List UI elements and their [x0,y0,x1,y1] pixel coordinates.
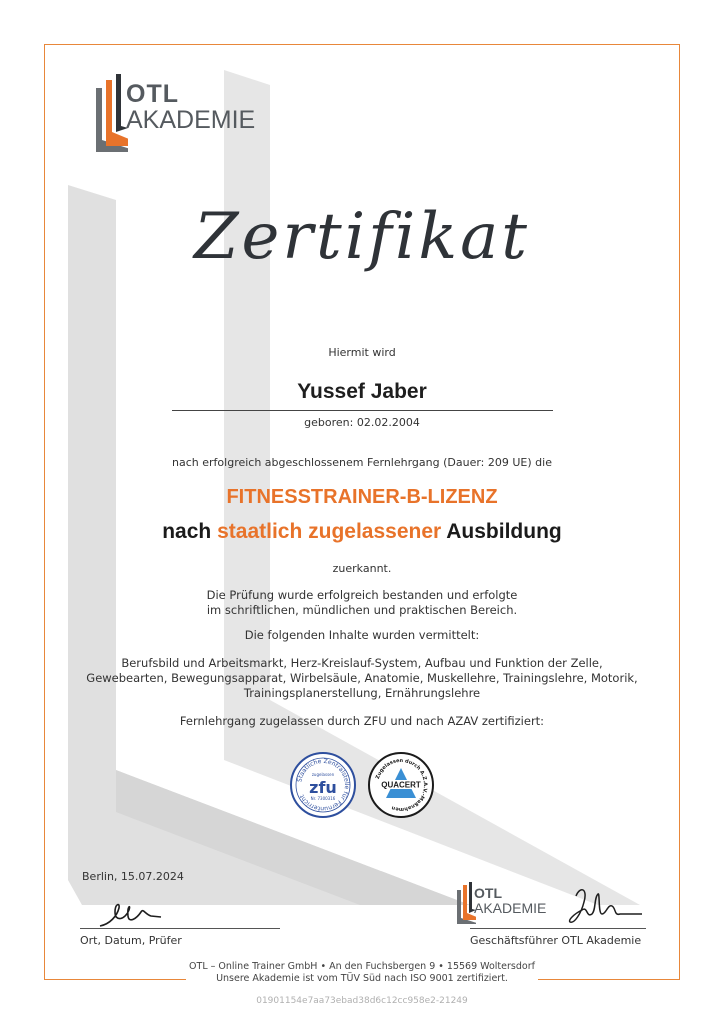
exam-text [44,588,680,618]
zfu-seal-graphic [292,754,354,816]
certificate-hash: 01901154e7aa73ebad38d6c12cc958e2-21249 [256,996,468,1006]
subtitle-part1: nach [162,520,218,543]
name-underline [172,410,553,411]
contents-list [44,656,680,701]
certificate-frame [44,44,680,980]
intro-text: Hiermit wird [328,346,396,359]
license-title: FITNESSTRAINER-B-LIZENZ [226,486,498,508]
contents-line-3: Trainingsplanerstellung, Ernährungslehre [243,686,481,700]
exam-line-1: Die Prüfung wurde erfolgreich bestanden und erfolgte [206,588,518,602]
logo-mark-small-icon [456,882,476,926]
signature-line-right [470,928,646,929]
certificate-title: Zertifikat [194,200,530,274]
quacert-ring-text: Zugelassen durch A.Z.A.V.-Maßnahmen [374,757,429,813]
examiner-signature [95,896,165,932]
quacert-seal-graphic [370,754,432,816]
logo-text-akademie: AKADEMIE [126,106,256,134]
subtitle-highlight: staatlich zugelassener [217,520,442,543]
contents-line-2: Gewebearten, Bewegungsapparat, Wirbelsäule, Anatomie, Muskellehre, Trainingslehre, Motorik, [86,671,638,685]
signature-label-right: Geschäftsführer OTL Akademie [470,934,642,947]
logo-mark-icon [94,74,128,156]
birth-date: geboren: 02.02.2004 [304,416,420,429]
footer [44,961,680,985]
zfu-mark-text: zfu [309,778,337,797]
contents-intro: Die folgenden Inhalte wurden vermittelt: [244,628,480,642]
footer-line-2: Unsere Akademie ist vom TÜV Süd nach ISO 9001 zertifiziert. [216,973,508,984]
logo-small-text-otl: OTL [474,885,502,901]
signature-line-left [80,928,280,929]
quacert-seal [368,752,434,818]
subtitle-part3: Ausbildung [441,520,562,543]
otl-akademie-logo-small [456,882,566,926]
recipient-name: Yussef Jaber [297,380,427,403]
logo-text-otl: OTL [126,80,179,108]
footer-line-1: OTL – Online Trainer GmbH • An den Fuchsbergen 9 • 15569 Woltersdorf [189,961,535,972]
zfu-number-text: Nr. 7300316 [310,796,336,801]
signature-label-left: Ort, Datum, Prüfer [80,934,182,947]
contents-line-1: Berufsbild und Arbeitsmarkt, Herz-Kreislauf-System, Aufbau und Funktion der Zelle, [121,656,603,670]
director-signature [566,884,646,930]
accreditation-text: Fernlehrgang zugelassen durch ZFU und nach AZAV zertifiziert: [179,714,545,728]
zfu-seal [290,752,356,818]
license-subtitle [44,520,680,544]
course-line: nach erfolgreich abgeschlossenem Fernlehrgang (Dauer: 209 UE) die [172,456,552,469]
quacert-mark-text: QUACERT [381,780,421,790]
logo-small-text-akademie: AKADEMIE [474,900,547,916]
otl-akademie-logo [94,74,284,156]
zfu-ring-text: Staatliche Zentralstelle für Fernunterricht [296,757,351,813]
awarded-text: zuerkannt. [332,562,392,575]
zfu-top-text: zugelassen [311,772,335,777]
place-date: Berlin, 15.07.2024 [82,870,184,883]
exam-line-2: im schriftlichen, mündlichen und praktischen Bereich. [206,603,518,617]
